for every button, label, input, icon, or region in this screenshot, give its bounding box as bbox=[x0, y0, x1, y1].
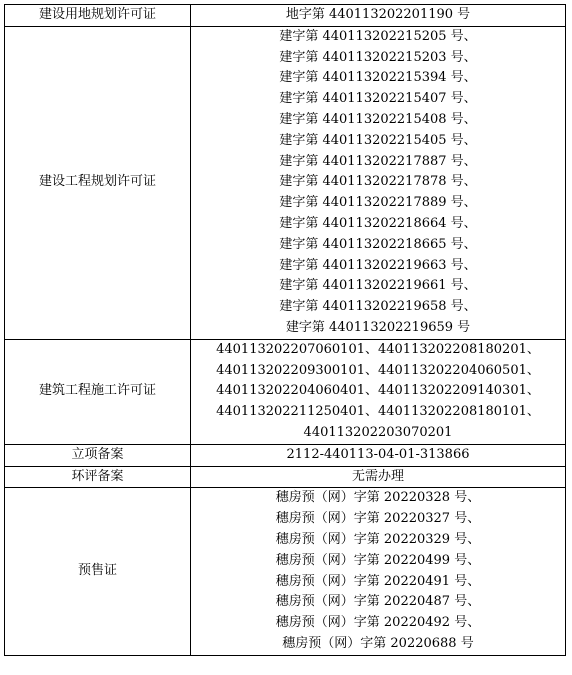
value-line: 440113202203070201 bbox=[303, 424, 453, 440]
value-line: 建字第 440113202219659 号 bbox=[285, 319, 471, 335]
value-line: 建字第 440113202219661 号、 bbox=[279, 278, 477, 294]
value-line: 穗房预（网）字第 20220487 号、 bbox=[275, 594, 481, 610]
value-line: 440113202204060401、440113202209140301、 bbox=[216, 383, 540, 399]
value-line: 440113202209300101、440113202204060501、 bbox=[216, 362, 540, 378]
value-line: 穗房预（网）字第 20220499 号、 bbox=[275, 552, 481, 568]
table-row bbox=[5, 466, 566, 488]
row-label: 预售证 bbox=[5, 488, 191, 655]
row-values bbox=[191, 466, 566, 488]
table-row bbox=[5, 5, 566, 27]
table-row bbox=[5, 444, 566, 466]
value-line: 建字第 440113202219658 号、 bbox=[279, 299, 477, 315]
value-line: 建字第 440113202215203 号、 bbox=[279, 49, 477, 65]
row-values bbox=[191, 5, 566, 27]
row-values bbox=[191, 444, 566, 466]
value-line: 440113202207060101、440113202208180201、 bbox=[216, 341, 540, 357]
value-line: 穗房预（网）字第 20220688 号 bbox=[282, 635, 474, 651]
value-line: 建字第 440113202215407 号、 bbox=[279, 91, 477, 107]
value-line: 穗房预（网）字第 20220491 号、 bbox=[275, 573, 481, 589]
value-line: 建字第 440113202215394 号、 bbox=[279, 70, 477, 86]
value-line: 无需办理 bbox=[351, 468, 404, 484]
value-line: 地字第 440113202201190 号 bbox=[285, 7, 471, 22]
value-line: 穗房预（网）字第 20220329 号、 bbox=[275, 531, 481, 547]
value-line: 穗房预（网）字第 20220492 号、 bbox=[275, 615, 481, 631]
table-row bbox=[5, 488, 566, 655]
row-label: 建设用地规划许可证 bbox=[5, 5, 191, 27]
row-label: 建筑工程施工许可证 bbox=[5, 339, 191, 444]
table-row bbox=[5, 26, 566, 339]
value-line: 2112-440113-04-01-313866 bbox=[286, 446, 470, 462]
table-row bbox=[5, 339, 566, 444]
value-line: 建字第 440113202217878 号、 bbox=[279, 174, 477, 190]
row-label: 建设工程规划许可证 bbox=[5, 26, 191, 339]
row-values bbox=[191, 26, 566, 339]
value-line: 建字第 440113202219663 号、 bbox=[279, 257, 477, 273]
row-values bbox=[191, 339, 566, 444]
row-label: 环评备案 bbox=[5, 466, 191, 488]
value-line: 440113202211250401、440113202208180101、 bbox=[216, 404, 540, 420]
value-line: 建字第 440113202218665 号、 bbox=[279, 236, 477, 252]
permits-table bbox=[4, 4, 566, 656]
value-line: 建字第 440113202215408 号、 bbox=[279, 111, 477, 127]
value-line: 穗房预（网）字第 20220328 号、 bbox=[275, 490, 481, 506]
value-line: 建字第 440113202217887 号、 bbox=[279, 153, 477, 169]
row-values bbox=[191, 488, 566, 655]
value-line: 建字第 440113202215205 号、 bbox=[279, 28, 477, 44]
value-line: 穗房预（网）字第 20220327 号、 bbox=[275, 511, 481, 527]
value-line: 建字第 440113202217889 号、 bbox=[279, 195, 477, 211]
value-line: 建字第 440113202218664 号、 bbox=[279, 215, 477, 231]
value-line: 建字第 440113202215405 号、 bbox=[279, 132, 477, 148]
row-label: 立项备案 bbox=[5, 444, 191, 466]
